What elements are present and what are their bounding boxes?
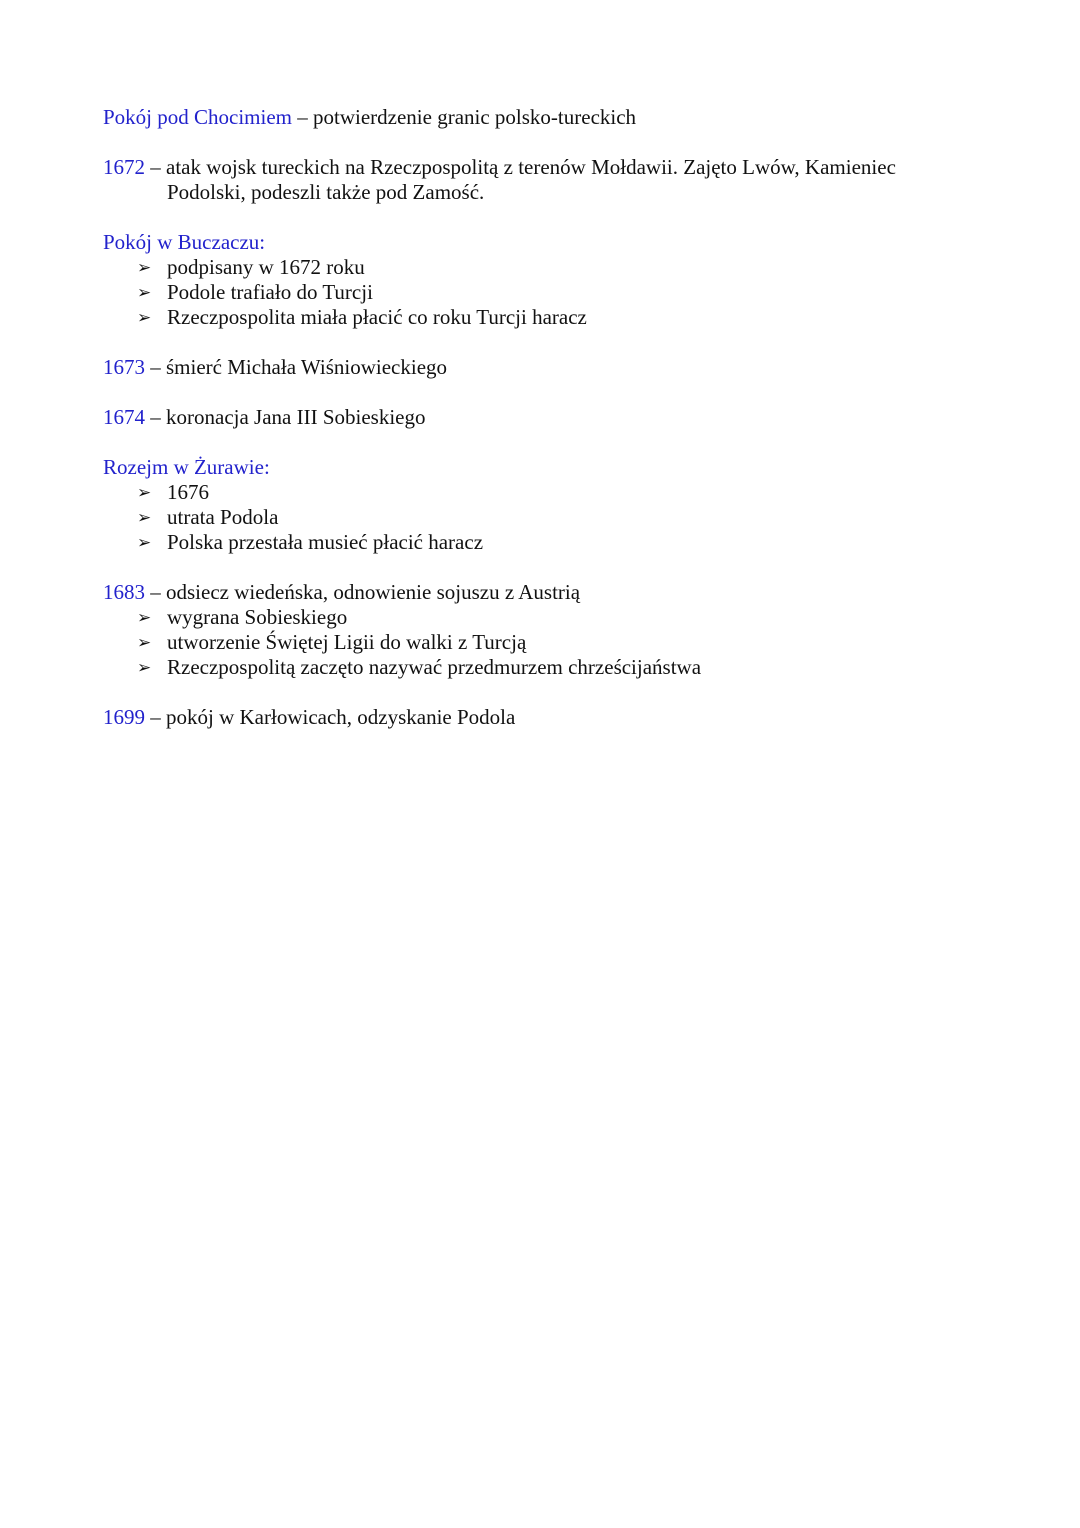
list-item: ➢ 1676	[137, 480, 209, 504]
list-item: ➢ utrata Podola	[137, 505, 279, 529]
entry-text: – odsiecz wiedeńska, odnowienie sojuszu z Austrią	[150, 580, 581, 604]
entry-1683	[103, 580, 1003, 680]
entry-text: – pokój w Karłowicach, odzyskanie Podola	[150, 705, 516, 729]
entry-text: – śmierć Michała Wiśniowieckiego	[150, 355, 448, 379]
arrowhead-bullet-icon: ➢	[137, 533, 152, 552]
arrowhead-bullet-icon: ➢	[137, 308, 152, 327]
arrowhead-bullet-icon: ➢	[137, 258, 152, 277]
entry-1673	[103, 355, 1003, 380]
entry-label: 1674	[103, 405, 145, 429]
entry-label: 1683	[103, 580, 145, 604]
entry-1699	[103, 705, 1003, 730]
list-item: ➢ podpisany w 1672 roku	[137, 255, 365, 279]
list-item: ➢ Polska przestała musieć płacić haracz	[137, 530, 484, 554]
entry-label: Pokój pod Chocimiem	[103, 105, 292, 129]
entry-zurawno	[103, 455, 1003, 555]
list-item: ➢ wygrana Sobieskiego	[137, 605, 348, 629]
entry-text: – potwierdzenie granic polsko-tureckich	[297, 105, 637, 129]
list-item: ➢ utworzenie Świętej Ligii do walki z Turcją	[137, 630, 527, 654]
entry-text: – atak wojsk tureckich na Rzeczpospolitą z terenów Mołdawii. Zajęto Lwów, Kamieniec	[150, 155, 896, 179]
entry-text-continued: Podolski, podeszli także pod Zamość.	[167, 180, 485, 204]
entry-1674	[103, 405, 1003, 430]
entry-label: Rozejm w Żurawie:	[103, 455, 270, 479]
list-item: ➢ Rzeczpospolitą zaczęto nazywać przedmurzem chrześcijaństwa	[137, 655, 702, 679]
arrowhead-bullet-icon: ➢	[137, 658, 152, 677]
arrowhead-bullet-icon: ➢	[137, 508, 152, 527]
entry-label: 1672	[103, 155, 145, 179]
arrowhead-bullet-icon: ➢	[137, 608, 152, 627]
entry-chocim	[103, 105, 1003, 130]
entry-label: Pokój w Buczaczu:	[103, 230, 266, 254]
list-item: ➢ Rzeczpospolita miała płacić co roku Turcji haracz	[137, 305, 587, 329]
arrowhead-bullet-icon: ➢	[137, 483, 152, 502]
entry-label: 1673	[103, 355, 145, 379]
entry-buczacz	[103, 230, 1003, 330]
entry-label: 1699	[103, 705, 145, 729]
entry-text: – koronacja Jana III Sobieskiego	[150, 405, 426, 429]
arrowhead-bullet-icon: ➢	[137, 633, 152, 652]
entry-1672	[103, 155, 1003, 205]
arrowhead-bullet-icon: ➢	[137, 283, 152, 302]
list-item: ➢ Podole trafiało do Turcji	[137, 280, 373, 304]
